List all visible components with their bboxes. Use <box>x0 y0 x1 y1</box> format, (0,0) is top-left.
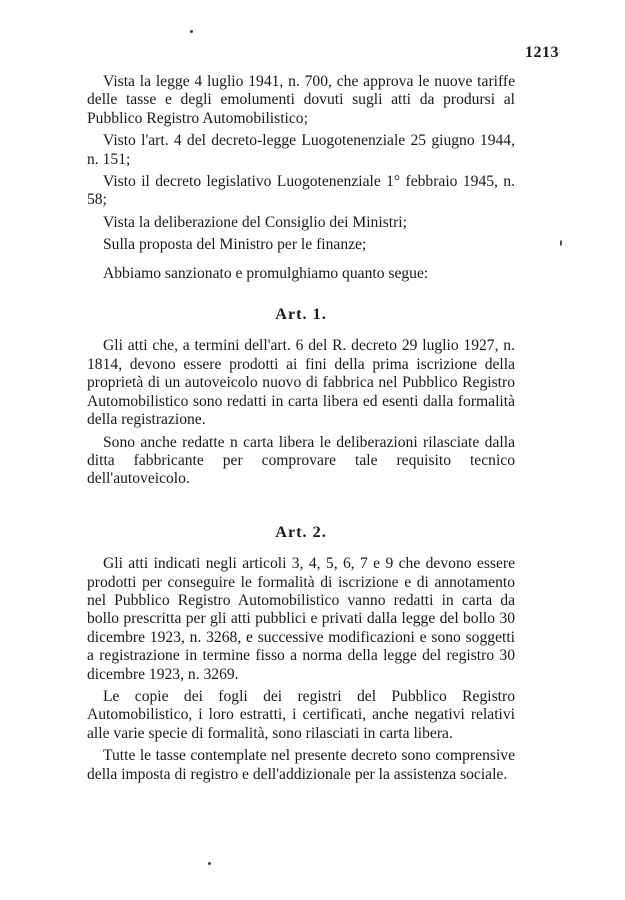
preamble-visto-art-4: Visto l'art. 4 del decreto-legge Luogotenenziale 25 giugno 1944, n. 151; <box>87 132 515 168</box>
article-2-paragraph-2: Le copie dei fogli dei registri del Pubblico Registro Automobilistico, i loro estratti, i certificati, anche negativi relativi alle varie specie di formalità, sono rilasciati in carta libera. <box>87 687 515 742</box>
print-speck <box>190 30 193 33</box>
page-number: 1213 <box>525 44 559 61</box>
article-1-paragraph-2: Sono anche redatte n carta libera le deliberazioni rilasciate dalla ditta fabbricante per comprovare tale requisito tecnico dell'autoveicolo. <box>87 433 515 488</box>
article-2-paragraph-1: Gli atti indicati negli articoli 3, 4, 5, 6, 7 e 9 che devono essere prodotti per conseguire le formalità di iscrizione e di annotamento nel Pubblico Registro Automobilistico vanno redatti in carta da bollo prescritta per gli atti pubblici e privati dalla legge del bollo 30 dicembre 1923, n. 3268, e successive modificazioni e sono soggetti a registrazione in termine fisso a norma della legge del registro 30 dicembre 1923, n. 3269. <box>87 555 515 683</box>
article-1-paragraph-1: Gli atti che, a termini dell'art. 6 del R. decreto 29 luglio 1927, n. 1814, devono essere prodotti ai fini della prima iscrizione della proprietà di un autoveicolo nuovo di fabbrica nel Pubblico Registro Automobilistico sono redatti in carta libera ed esenti dalla formalità della registrazione. <box>87 337 515 429</box>
article-1-heading: Art. 1. <box>275 305 327 324</box>
print-speck <box>560 240 562 246</box>
preamble-visto-decreto: Visto il decreto legislativo Luogotenenziale 1° febbraio 1945, n. 58; <box>87 173 515 209</box>
article-2-paragraph-3: Tutte le tasse contemplate nel presente decreto sono comprensive della imposta di registro e dell'addizionale per la assistenza sociale. <box>87 747 515 783</box>
preamble-proposta: Sulla proposta del Ministro per le finanze; <box>103 236 367 254</box>
print-speck <box>208 862 211 865</box>
enacting-clause: Abbiamo sanzionato e promulghiamo quanto segue: <box>103 264 429 282</box>
article-2-heading: Art. 2. <box>275 522 327 541</box>
preamble-deliberazione: Vista la deliberazione del Consiglio dei Ministri; <box>103 213 407 231</box>
decree-text <box>87 73 515 784</box>
preamble-vista-legge: Vista la legge 4 luglio 1941, n. 700, che approva le nuove tariffe delle tasse e degli emolumenti dovuti sugli atti da prodursi al Pubblico Registro Automobilistico; <box>87 73 515 127</box>
